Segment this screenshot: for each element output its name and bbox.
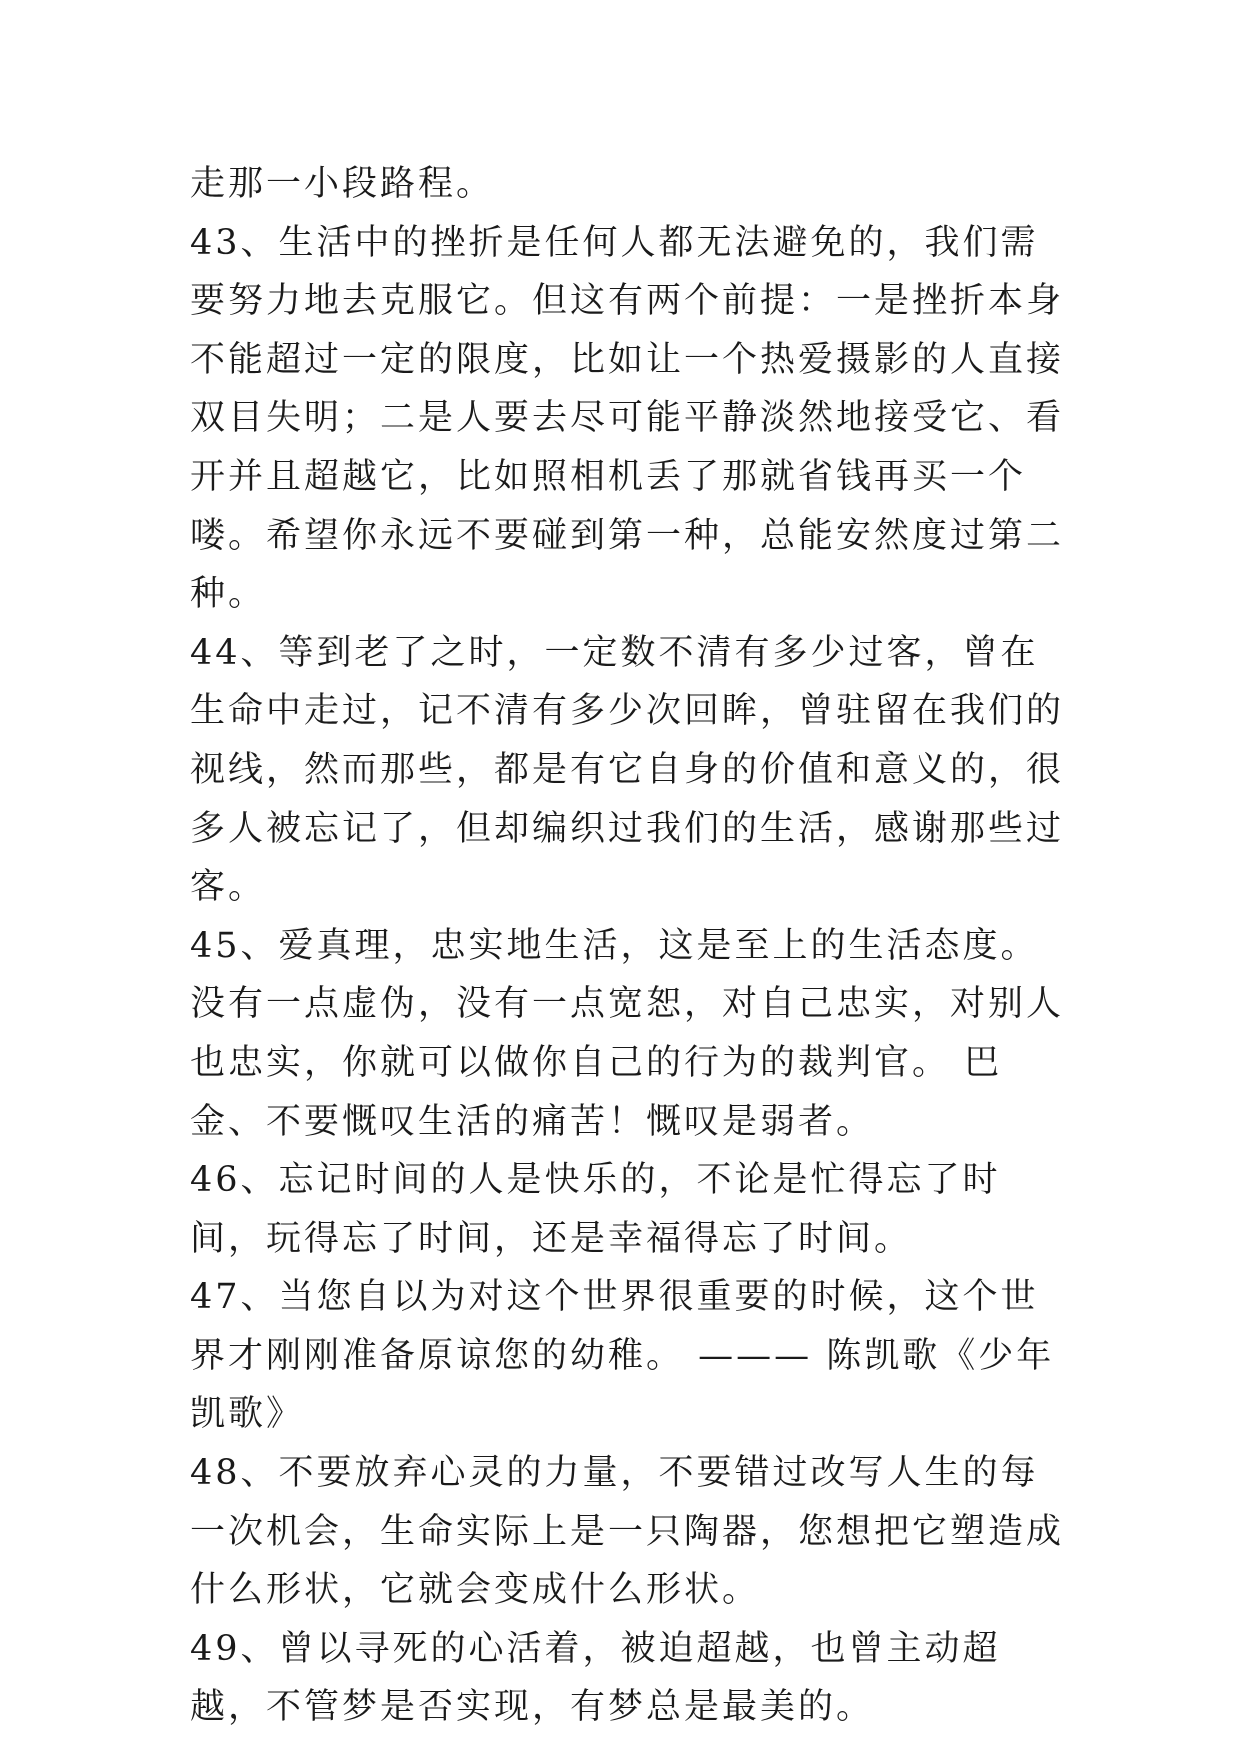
paragraph-43: 43、生活中的挫折是任何人都无法避免的，我们需要努力地去克服它。但这有两个前提：一是挫折本身不能超过一定的限度，比如让一个热爱摄影的人直接双目失明；二是人要去尽可能平静淡然地接受它、看开并且超越它，比如照相机丢了那就省钱再买一个喽。希望你永远不要碰到第一种，总能安然度过第二种。 <box>190 222 1065 615</box>
paragraph-45: 45、爱真理，忠实地生活，这是至上的生活态度。没有一点虚伪，没有一点宽恕，对自己忠实，对别人也忠实，你就可以做你自己的行为的裁判官。 巴金、不要慨叹生活的痛苦！慨叹是弱者。 <box>190 925 1065 1142</box>
paragraph-48: 48、不要放弃心灵的力量，不要错过改写人生的每一次机会，生命实际上是一只陶器，您想把它塑造成什么形状，它就会变成什么形状。 <box>190 1453 1065 1611</box>
paragraph-49: 49、曾以寻死的心活着，被迫超越，也曾主动超越，不管梦是否实现，有梦总是最美的。 <box>190 1628 1001 1728</box>
paragraph-44: 44、等到老了之时，一定数不清有多少过客，曾在生命中走过，记不清有多少次回眸，曾驻留在我们的视线，然而那些，都是有它自身的价值和意义的，很多人被忘记了，但却编织过我们的生活，感谢那些过客。 <box>190 632 1065 908</box>
paragraph-47: 47、当您自以为对这个世界很重要的时候，这个世界才刚刚准备原谅您的幼稚。 ——— 陈凯歌《少年凯歌》 <box>190 1277 1055 1435</box>
document-body <box>190 155 1070 1737</box>
paragraph-continuation: 走那一小段路程。 <box>190 164 495 204</box>
paragraph-46: 46、忘记时间的人是快乐的，不论是忙得忘了时间，玩得忘了时间，还是幸福得忘了时间。 <box>190 1160 1001 1259</box>
